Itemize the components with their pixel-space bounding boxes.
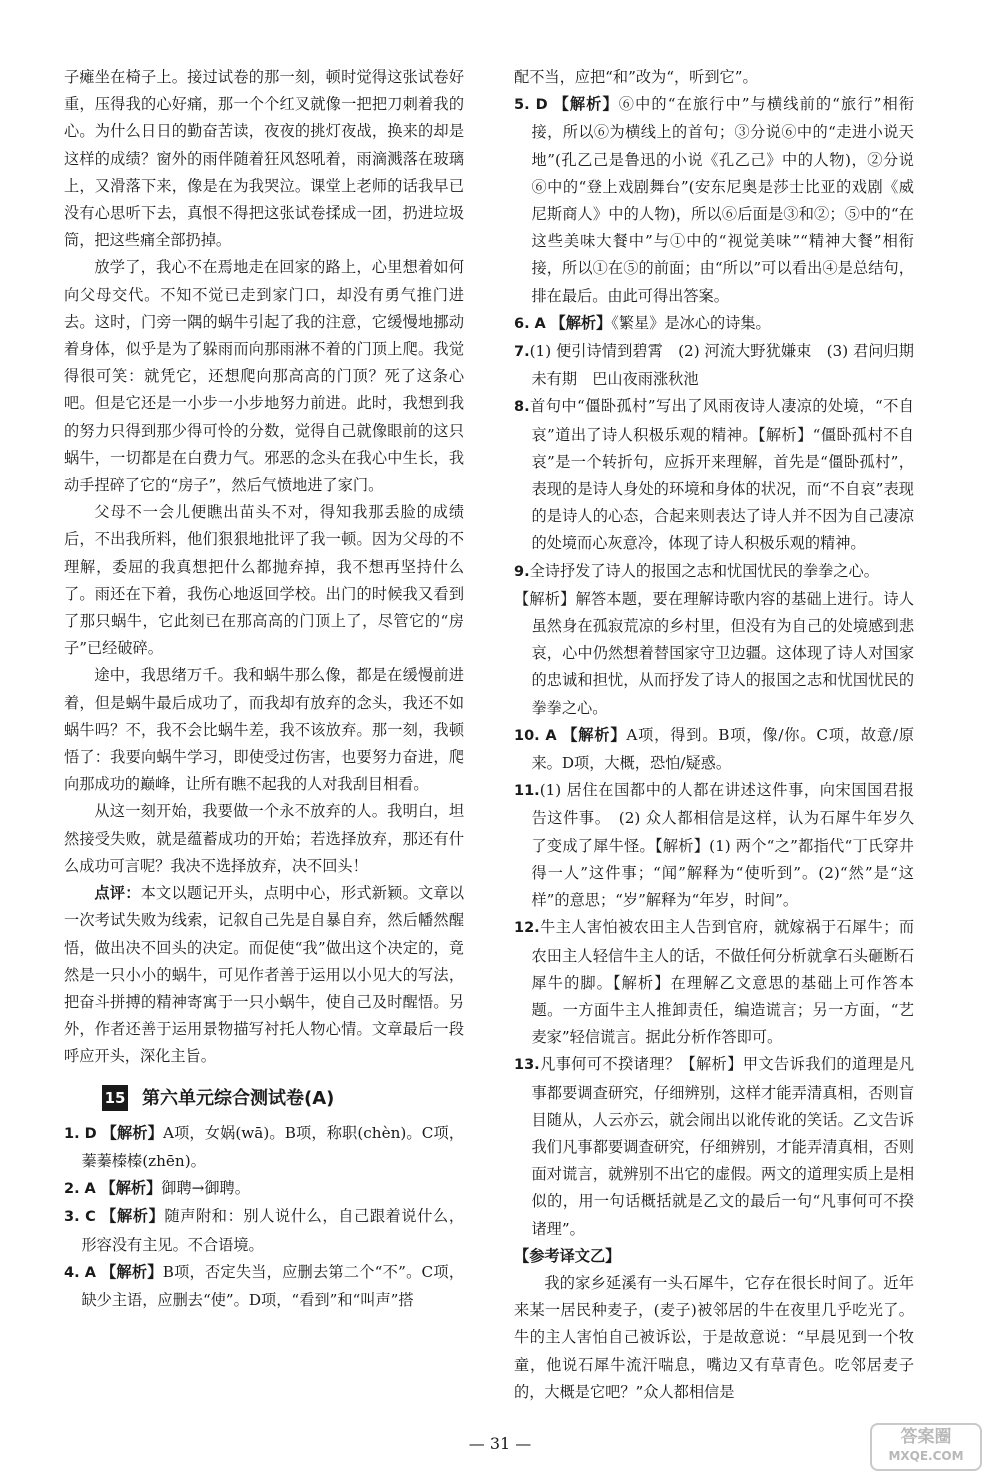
body-paragraph: 从这一刻开始，我要做一个永不放弃的人。我明白，坦然接受失败，就是蕴蓄成功的开始；若选择放弃，那还有什么成功可言呢？我决不选择放弃，决不回头！ — [64, 802, 464, 875]
comment-paragraph — [64, 880, 464, 1070]
body-paragraph: 放学了，我心不在焉地走在回家的路上，心里想着如何向父母交代。不知不觉已走到家门口，却没有勇气推门进去。这时，门旁一隅的蜗牛引起了我的注意，它缓慢地挪动着身体，似乎是为了躲雨而向那雨淋不着的门顶上爬。我觉得很可笑：就凭它，还想爬向那高高的门顶？死了这条心吧。但是它还是一小步一小步地努力前进。此时，我想到我的努力只得到那少得可怜的分数，觉得自己就像眼前的这只蜗牛，一切都是在白费力气。邪恶的念头在我心中生长，我动手捏碎了它的“房子”，然后气愤地进了家门。 — [64, 258, 464, 495]
item-answer: A — [545, 727, 557, 744]
analysis-tag: 【解析】 — [553, 95, 619, 114]
item-number: 3. — [64, 1209, 80, 1226]
answer-item — [514, 393, 914, 557]
analysis-tag: 【解析】 — [101, 1123, 163, 1142]
body-paragraph: 子瘫坐在椅子上。接过试卷的那一刻，顿时觉得这张试卷好重，压得我的心好痛，那一个个红叉就像一把把刀刺着我的心。为什么日日的勤奋苦读，夜夜的挑灯夜战，换来的却是这样的成绩？窗外的雨伴随着狂风怒吼着，雨滴溅落在玻璃上，又滑落下来，像是在为我哭泣。课堂上老师的话我早已没有心思听下去，真恨不得把这张试卷揉成一团，扔进垃圾筒，把这些痛全部扔掉。 — [64, 68, 464, 250]
item-answer: A — [84, 1181, 96, 1198]
item-text: (1) 便引诗情到碧霄 (2) 河流大野犹嫌束 (3) 君问归期未有期 巴山夜雨涨秋池 — [529, 342, 914, 389]
watermark-title: 答案圈 — [900, 1427, 952, 1447]
item-text: (1) 居住在国都中的人都在讲述这件事，向宋国国君报告这件事。 (2) 众人都相信是这样，认为石犀牛年岁久了变成了犀牛怪。【解析】(1) 两个“之”都指代“丁氏穿井得一人”这件事；“闻”解释为“使听到”。(2)“然”是“这样”的意思；“岁”解释为“年岁，时间”。 — [531, 781, 914, 910]
answer-item — [64, 1175, 464, 1203]
item-text: B项，否定失当，应删去第二个“不”。C项，缺少主语，应删去“使”。D项，“看到”和“叫声”搭 — [81, 1262, 465, 1309]
item-number: 12. — [514, 920, 540, 937]
answer-item — [64, 1203, 464, 1258]
analysis-tag: 【解析】 — [550, 313, 612, 332]
section-number-badge: 15 — [102, 1085, 128, 1111]
answer-item — [514, 338, 914, 393]
item-answer: D — [535, 97, 548, 114]
answer-item — [514, 722, 914, 777]
right-column — [514, 64, 914, 1406]
answer-item — [514, 91, 914, 310]
answer-item — [514, 558, 914, 586]
item-text: 首句中“僵卧孤村”写出了风雨夜诗人凄凉的处境，“不自哀”道出了诗人积极乐观的精神。【解析】“僵卧孤村不自哀”是一个转折句，应拆开来理解，首先是“僵卧孤村”，表现的是诗人身处的环境和身体的状况，而“不自哀”表现的是诗人的心态，合起来则表达了诗人并不因为自己凄凉的处境而心灰意冷，体现了诗人积极乐观的精神。 — [529, 397, 914, 553]
item-number: 13. — [514, 1057, 540, 1074]
answer-list — [514, 91, 914, 586]
watermark-url: MXQE.COM — [888, 1449, 964, 1463]
answer-item — [514, 1051, 914, 1242]
analysis-tag: 【解析】 — [562, 725, 627, 744]
item-number: 9. — [514, 563, 530, 580]
item9-analysis: 【解析】解答本题，要在理解诗歌内容的基础上进行。诗人虽然身在孤寂荒凉的乡村里，但没有为自己的处境感到悲哀，心中仍然想着替国家守卫边疆。这体现了诗人对国家的忠诚和担忧，从而抒发了诗人的报国之志和忧国忧民的拳拳之心。 — [514, 589, 914, 717]
answer-item — [514, 310, 914, 338]
section-title: 第六单元综合测试卷(A) — [142, 1087, 335, 1109]
item-text: 全诗抒发了诗人的报国之志和忧国忧民的拳拳之心。 — [529, 561, 879, 580]
item-number: 11. — [514, 783, 540, 800]
comment-text: 本文以题记开头，点明中心，形式新颖。文章以一次考试失败为线索，记叙自己先是自暴自弃，然后幡然醒悟，做出决不回头的决定。而促使“我”做出这个决定的，竟然是一只小小的蜗牛，可见作者善于运用以小见大的写法，把奋斗拼搏的精神寄寓于一只小蜗牛，使自己及时醒悟。另外，作者还善于运用景物描写衬托人物心情。文章最后一段呼应开头，深化主旨。 — [64, 884, 465, 1066]
answer-item — [514, 777, 914, 914]
item-number: 10. — [514, 727, 540, 744]
analysis-tag: 【解析】 — [100, 1179, 162, 1198]
item-text: 凡事何可不揆诸理？【解析】甲文告诉我们的道理是凡事都要调查研究，仔细辨别，这样才能弄清真相，否则盲目随从，人云亦云，就会闹出以讹传讹的笑话。乙文告诉我们凡事都要调查研究，仔细辨别，才能弄清真相，否则面对谎言，就辨别不出它的虚假。两文的道理实质上是相似的，用一句话概括就是乙文的最后一句“凡事何可不揆诸理”。 — [531, 1055, 914, 1238]
item-number: 4. — [64, 1264, 80, 1281]
item-number: 7. — [514, 344, 530, 361]
analysis-tag: 【解析】 — [101, 1207, 165, 1226]
item-answer: A — [534, 315, 546, 332]
analysis-tag: 【解析】 — [101, 1262, 163, 1281]
section-header — [102, 1085, 464, 1112]
watermark-logo — [870, 1423, 982, 1471]
answer-list — [514, 722, 914, 1243]
item-text: A项，得到。B项，像/你。C项，故意/原来。D项，大概，恐怕/疑惑。 — [531, 725, 915, 773]
item-text: A项，女娲(wā)。B项，称职(chèn)。C项，蓁蓁榛榛(zhēn)。 — [81, 1123, 465, 1170]
item-text: 《繁星》是冰心的诗集。 — [611, 313, 771, 332]
comment-label: 点评： — [94, 884, 141, 903]
item-answer: C — [85, 1209, 96, 1226]
item-text: 牛主人害怕被农田主人告到官府，就嫁祸于石犀牛；而农田主人轻信牛主人的话，不做任何分析就拿石头砸断石犀牛的脚。【解析】在理解乙文意思的基础上可作答本题。一方面牛主人推卸责任，编造谎言；另一方面，“艺麦家”轻信谎言。据此分析作答即可。 — [531, 918, 914, 1047]
reference-title: 【参考译文乙】 — [514, 1246, 621, 1265]
item-text: ⑥中的“在旅行中”与横线前的“旅行”相衔接，所以⑥为横线上的首句；③分说⑥中的“走进小说天地”(孔乙己是鲁迅的小说《孔乙己》中的人物)，②分说⑥中的“登上戏剧舞台”(安东尼奥是莎士比亚的戏剧《威尼斯商人》中的人物)，所以⑥后面是③和②；⑤中的“在这些美味大餐中”与①中的“视觉美味”“精神大餐”相衔接，所以①在⑤的前面；由“所以”可以看出④是总结句，排在最后。由此可得出答案。 — [531, 95, 915, 305]
body-paragraph: 父母不一会儿便瞧出苗头不对，得知我那丢脸的成绩后，不出我所料，他们狠狠地批评了我一顿。因为父母的不理解，委屈的我真想把什么都抛弃掉，我不想再坚持什么了。雨还在下着，我伤心地返回学校。出门的时候我又看到了那只蜗牛，它此刻已在那高高的门顶上了，尽管它的“房子”已经破碎。 — [64, 503, 464, 658]
item-text: 随声附和：别人说什么，自己跟着说什么，形容没有主见。不合语境。 — [81, 1207, 465, 1254]
item-number: 2. — [64, 1181, 80, 1198]
body-paragraph: 途中，我思绪万千。我和蜗牛那么像，都是在缓慢前进着，但是蜗牛最后成功了，而我却有放弃的念头，我还不如蜗牛吗？不，我不会比蜗牛差，我不该放弃。那一刻，我顿悟了：我要向蜗牛学习，即使受过伤害，也要努力奋进，爬向那成功的巅峰，让所有瞧不起我的人对我刮目相看。 — [64, 666, 464, 794]
continuation-text: 配不当，应把“和”改为“，听到它”。 — [514, 68, 758, 86]
item-number: 8. — [514, 399, 530, 416]
item-number: 5. — [514, 97, 530, 114]
answer-list — [64, 1120, 464, 1314]
item-number: 1. — [64, 1125, 80, 1142]
left-column — [64, 64, 464, 1314]
item-text: 御聘→御聘。 — [161, 1179, 250, 1198]
reference-text: 我的家乡延溪有一头石犀牛，它存在很长时间了。近年来某一居民种麦子，(麦子)被邻居的牛在夜里几乎吃光了。牛的主人害怕自己被诉讼，于是故意说：“早晨见到一个牧童，他说石犀牛流汗喘息，嘴边又有草青色。吃邻居麦子的，大概是它吧？”众人都相信是 — [514, 1273, 914, 1401]
item-answer: D — [84, 1125, 97, 1142]
item-number: 6. — [514, 315, 530, 332]
answer-item — [514, 914, 914, 1051]
answer-item — [64, 1120, 464, 1175]
answer-item — [64, 1259, 464, 1314]
page-number: — 31 — — [468, 1434, 532, 1453]
item-answer: A — [84, 1264, 96, 1281]
